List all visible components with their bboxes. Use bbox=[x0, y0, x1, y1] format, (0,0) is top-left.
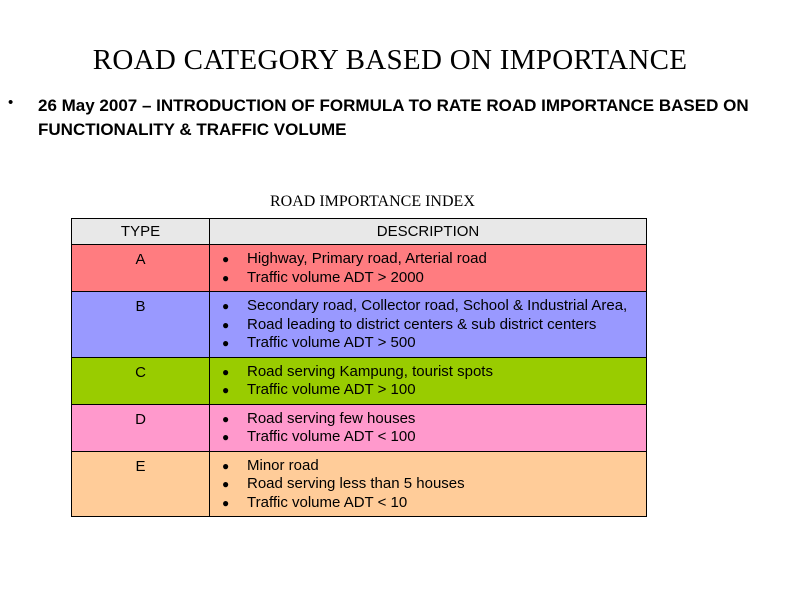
description-cell bbox=[210, 357, 647, 404]
road-importance-table bbox=[71, 218, 647, 517]
bullet-marker: ● bbox=[222, 495, 230, 510]
list-item bbox=[210, 475, 638, 494]
list-item-text: Secondary road, Collector road, School & Industrial Area, bbox=[247, 297, 628, 314]
list-item bbox=[210, 334, 638, 353]
list-item bbox=[210, 269, 638, 288]
list-item bbox=[210, 428, 638, 447]
list-item-text: Traffic volume ADT > 2000 bbox=[247, 268, 424, 286]
list-item-text: Traffic volume ADT < 10 bbox=[247, 493, 408, 511]
bullet-marker: ● bbox=[222, 411, 230, 426]
type-cell: E bbox=[72, 451, 210, 517]
bullet-marker: ● bbox=[222, 383, 230, 397]
list-item-text: Highway, Primary road, Arterial road bbox=[247, 250, 487, 267]
list-item bbox=[210, 250, 638, 269]
list-item bbox=[210, 316, 638, 335]
description-cell bbox=[210, 404, 647, 451]
type-cell: D bbox=[72, 404, 210, 451]
table-row-a bbox=[72, 245, 647, 292]
list-item-text: Minor road bbox=[247, 456, 319, 474]
table-caption: ROAD IMPORTANCE INDEX bbox=[270, 193, 475, 210]
list-item-text: Road leading to district centers & sub district centers bbox=[247, 315, 597, 333]
header-type: TYPE bbox=[72, 219, 210, 245]
type-cell: C bbox=[72, 357, 210, 404]
type-cell: B bbox=[72, 292, 210, 358]
table-header-row bbox=[72, 219, 647, 245]
description-cell bbox=[210, 292, 647, 358]
bullet-marker: ● bbox=[222, 252, 230, 266]
intro-bullet-text: 26 May 2007 – INTRODUCTION OF FORMULA TO RATE ROAD IMPORTANCE BASED ON FUNCTIONALITY & TRAFFIC VOLUME bbox=[38, 96, 749, 139]
table-row-e bbox=[72, 451, 647, 517]
type-cell: A bbox=[72, 245, 210, 292]
bullet-marker: ● bbox=[222, 317, 230, 332]
bullet-marker: ● bbox=[222, 430, 230, 444]
list-item-text: Traffic volume ADT < 100 bbox=[247, 428, 416, 445]
bullet-marker: ● bbox=[222, 270, 230, 285]
list-item bbox=[210, 457, 638, 476]
table-row-b bbox=[72, 292, 647, 358]
bullet-marker: ● bbox=[222, 299, 230, 313]
bullet-marker: ● bbox=[222, 477, 230, 491]
list-item-text: Road serving Kampung, tourist spots bbox=[247, 362, 493, 380]
table-row-c bbox=[72, 357, 647, 404]
list-item bbox=[210, 363, 638, 382]
description-cell bbox=[210, 245, 647, 292]
list-item bbox=[210, 494, 638, 513]
bullet-marker: • bbox=[8, 94, 14, 111]
table-row-d bbox=[72, 404, 647, 451]
list-item-text: Road serving few houses bbox=[247, 409, 416, 427]
list-item bbox=[210, 381, 638, 400]
header-description: DESCRIPTION bbox=[210, 219, 647, 245]
bullet-marker: ● bbox=[222, 336, 230, 350]
list-item-text: Road serving less than 5 houses bbox=[247, 475, 465, 492]
list-item bbox=[210, 410, 638, 429]
slide-title: ROAD CATEGORY BASED ON IMPORTANCE bbox=[92, 44, 688, 76]
bullet-marker: ● bbox=[222, 364, 230, 379]
list-item-text: Traffic volume ADT > 100 bbox=[247, 381, 416, 398]
list-item bbox=[210, 297, 638, 316]
bullet-marker: ● bbox=[222, 458, 230, 473]
list-item-text: Traffic volume ADT > 500 bbox=[247, 334, 416, 351]
description-cell bbox=[210, 451, 647, 517]
